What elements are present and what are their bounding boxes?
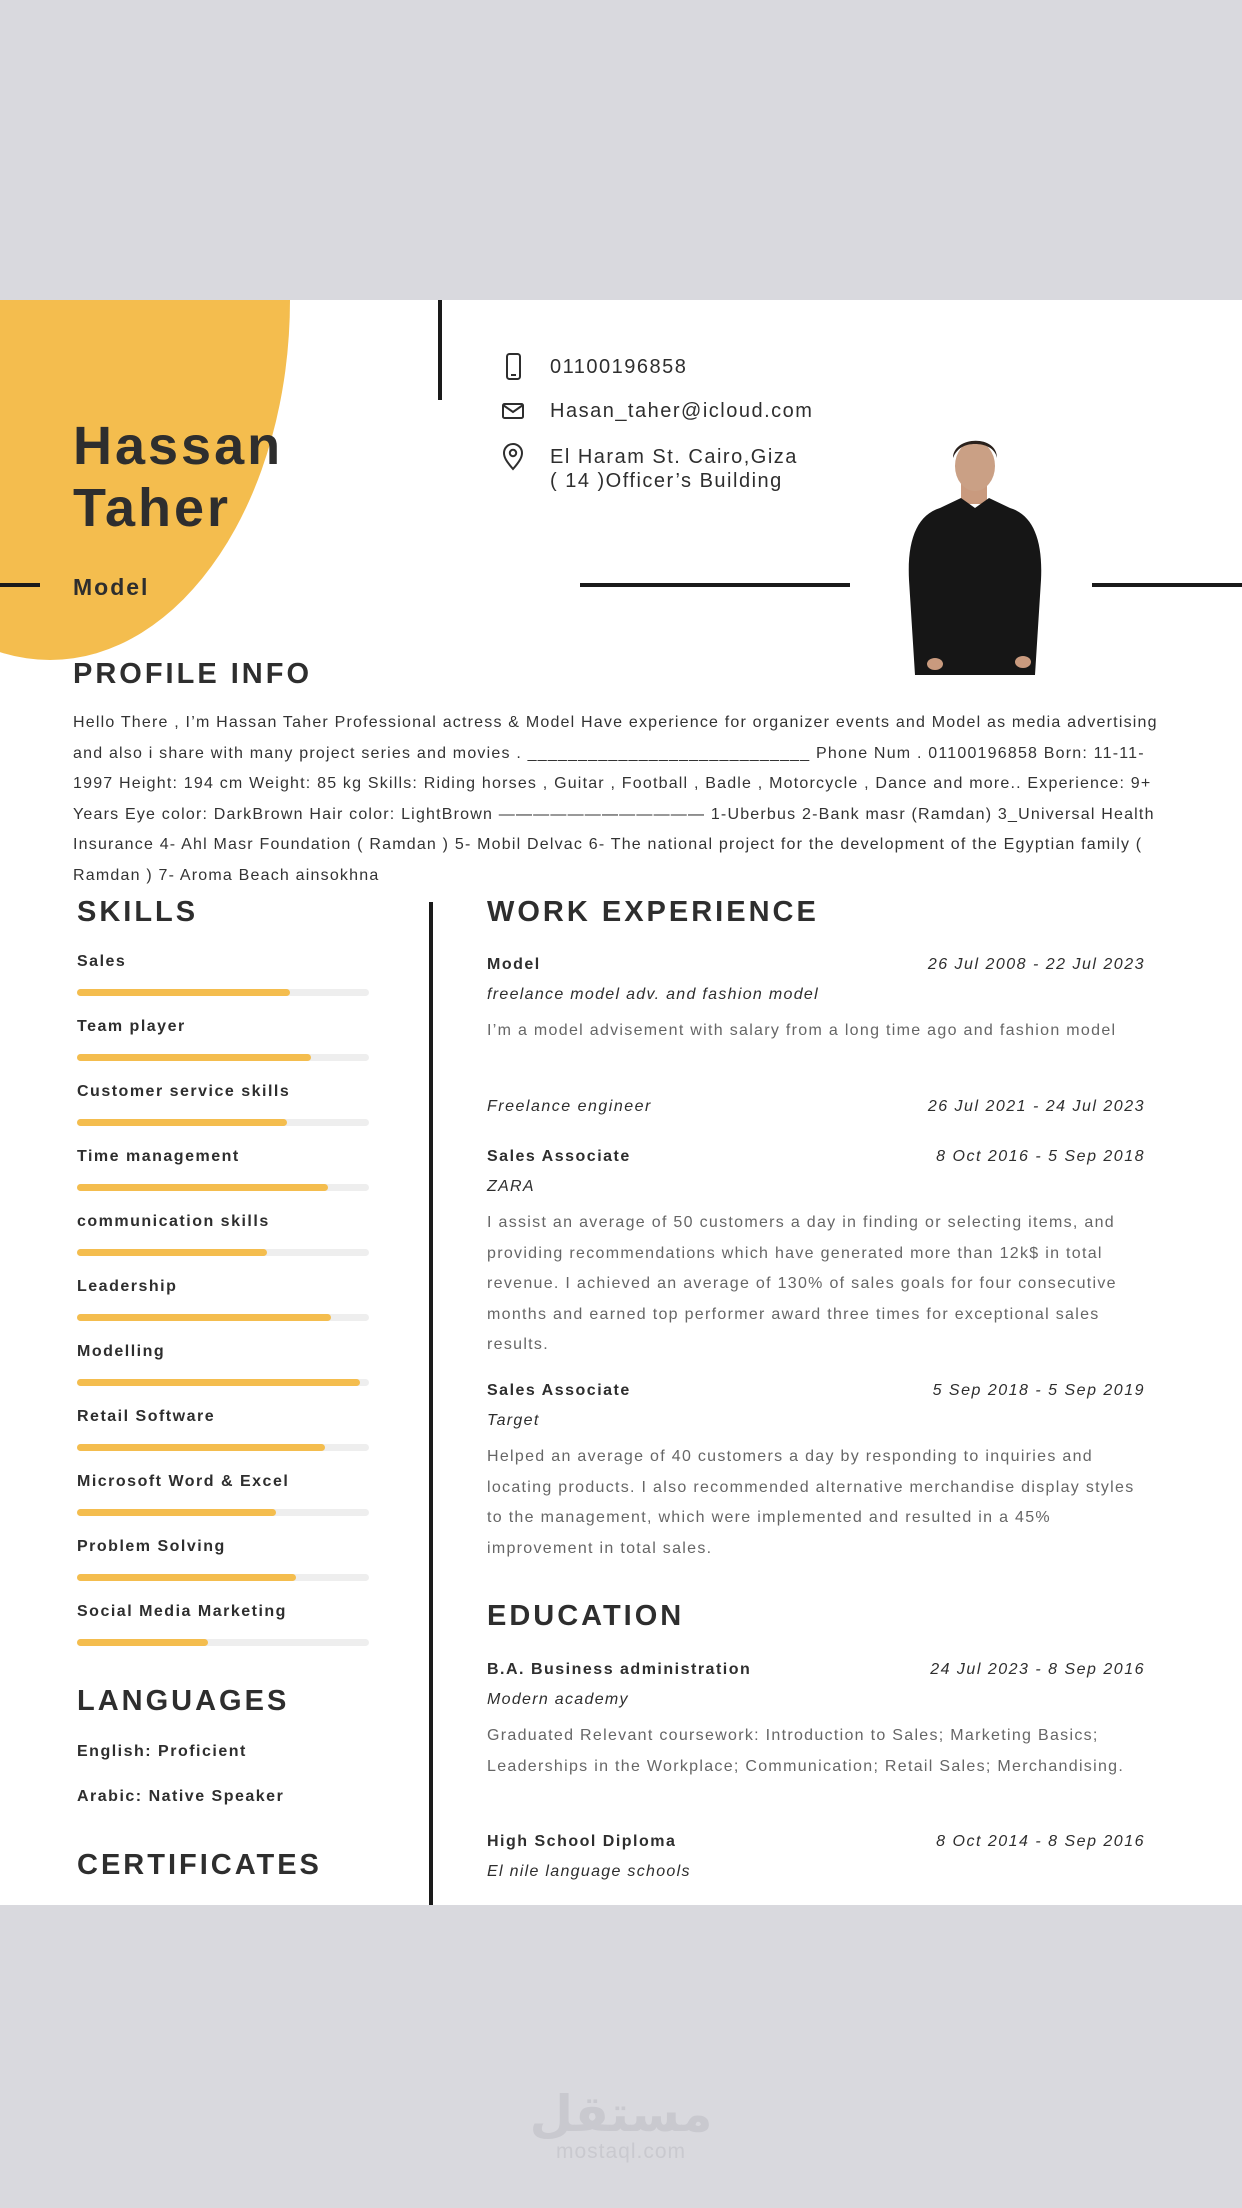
skill-item (77, 1603, 369, 1621)
skill-bar-fill (77, 1184, 328, 1191)
skill-bar (77, 1314, 369, 1321)
divider-middle (580, 583, 850, 587)
skill-bar-fill (77, 1314, 331, 1321)
address-line-2: ( 14 )Officer’s Building (550, 470, 783, 492)
skill-item (77, 1083, 369, 1101)
education-date: 24 Jul 2023 - 8 Sep 2016 (930, 1661, 1145, 1678)
skill-label: Team player (77, 1018, 186, 1035)
header-vertical-divider (438, 300, 442, 400)
watermark-domain: mostaql.com (555, 2140, 687, 2163)
work-date: 26 Jul 2021 - 24 Jul 2023 (927, 1098, 1145, 1115)
education-institution: Modern academy (487, 1691, 629, 1708)
candidate-name (73, 415, 283, 539)
skill-bar-fill (77, 989, 290, 996)
skill-bar (77, 1184, 369, 1191)
language-item: Arabic: Native Speaker (77, 1788, 285, 1805)
location-pin-icon (500, 442, 526, 472)
work-description: I’m a model advisement with salary from a long time ago and fashion model (487, 1022, 1117, 1039)
skill-bar-fill (77, 1054, 311, 1061)
work-date: 5 Sep 2018 - 5 Sep 2019 (932, 1382, 1145, 1399)
skill-bar (77, 1249, 369, 1256)
skill-item (77, 1473, 369, 1491)
skill-bar (77, 1054, 369, 1061)
column-divider (429, 902, 433, 1905)
first-name: Hassan (73, 416, 284, 476)
skill-item (77, 1278, 369, 1296)
resume-page (0, 300, 1242, 1905)
profile-photo (895, 430, 1055, 675)
skill-bar-fill (77, 1379, 360, 1386)
skill-label: Leadership (77, 1278, 178, 1295)
skill-bar-fill (77, 1639, 208, 1646)
profile-text: Hello There , I’m Hassan Taher Professional actress & Model Have experience for organizer events and Model as media advertising and also i share with many project series and movies . ____________________________ Phone Num . 01100196858 Born: 11-11-1997 Height: 194 cm Weight: 85 kg Skills: Riding horses , Guitar , Football , Badle , Motorcycle , Dance and more.. Experience: 9+ Years Eye color: DarkBrown Hair color: LightBrown ———————————— 1-Uberbus 2-Bank masr (Ramdan) 3_Universal Health Insurance 4- Ahl Masr Foundation ( Ramdan ) 5- Mobil Delvac 6- The national project for the development of the Egyptian family ( Ramdan ) 7- Aroma Beach ainsokhna (73, 714, 1158, 884)
skill-bar (77, 1444, 369, 1451)
skill-bar (77, 1574, 369, 1581)
work-title: Sales Associate (487, 1148, 631, 1165)
last-name: Taher (73, 478, 232, 538)
work-title: Freelance engineer (487, 1098, 652, 1115)
work-date: 26 Jul 2008 - 22 Jul 2023 (927, 956, 1145, 973)
work-organization: ZARA (487, 1178, 535, 1195)
education-date: 8 Oct 2014 - 8 Sep 2016 (936, 1833, 1145, 1850)
skill-label: Social Media Marketing (77, 1603, 287, 1620)
work-organization: freelance model adv. and fashion model (487, 986, 819, 1003)
certificates-heading: CERTIFICATES (77, 1849, 322, 1881)
skill-bar (77, 1119, 369, 1126)
skill-item (77, 1343, 369, 1361)
skill-label: communication skills (77, 1213, 270, 1230)
work-heading: WORK EXPERIENCE (487, 896, 819, 928)
divider-right (1092, 583, 1242, 587)
education-institution: El nile language schools (487, 1863, 691, 1880)
skill-bar-fill (77, 1249, 267, 1256)
skill-bar-fill (77, 1574, 296, 1581)
skill-item (77, 1538, 369, 1556)
watermark-logo: مستقل (529, 2086, 713, 2142)
divider-left (0, 583, 40, 587)
skill-label: Customer service skills (77, 1083, 291, 1100)
skill-label: Time management (77, 1148, 240, 1165)
skill-label: Microsoft Word & Excel (77, 1473, 290, 1490)
candidate-role: Model (73, 574, 150, 600)
work-organization: Target (487, 1412, 540, 1429)
work-description: Helped an average of 40 customers a day by responding to inquiries and locating products. I also recommended alternative merchandise display styles to the management, which were implemented and resulted in a 45% improvement in total sales. (487, 1448, 1135, 1557)
skill-bar-fill (77, 1509, 276, 1516)
skill-bar-fill (77, 1444, 325, 1451)
skill-bar (77, 1639, 369, 1646)
skill-item (77, 1408, 369, 1426)
address-line-1: El Haram St. Cairo,Giza (550, 446, 798, 468)
phone-icon (500, 352, 526, 382)
skill-label: Sales (77, 953, 127, 970)
skill-item (77, 1213, 369, 1231)
skill-item (77, 1018, 369, 1036)
language-item: English: Proficient (77, 1743, 247, 1760)
profile-heading: PROFILE INFO (73, 658, 312, 690)
languages-heading: LANGUAGES (77, 1685, 290, 1717)
education-title: High School Diploma (487, 1833, 677, 1850)
skill-item (77, 1148, 369, 1166)
skill-bar (77, 1509, 369, 1516)
skill-bar-fill (77, 1119, 287, 1126)
work-description: I assist an average of 50 customers a day in finding or selecting items, and providing recommendations which have generated more than 12k$ in total revenue. I achieved an average of 130% of sales goals for four consecutive months and earned top performer award three times for exceptional sales results. (487, 1214, 1117, 1353)
skill-bar (77, 989, 369, 996)
work-title: Sales Associate (487, 1382, 631, 1399)
skill-bar (77, 1379, 369, 1386)
work-date: 8 Oct 2016 - 5 Sep 2018 (936, 1148, 1145, 1165)
education-title: B.A. Business administration (487, 1661, 752, 1678)
skills-heading: SKILLS (77, 896, 199, 928)
mail-icon (500, 396, 526, 426)
skill-label: Problem Solving (77, 1538, 226, 1555)
work-title: Model (487, 956, 541, 973)
phone-number: 01100196858 (550, 356, 688, 378)
skill-label: Retail Software (77, 1408, 216, 1425)
skill-label: Modelling (77, 1343, 166, 1360)
email-address: Hasan_taher@icloud.com (550, 400, 814, 422)
education-heading: EDUCATION (487, 1600, 685, 1632)
skill-item (77, 953, 369, 971)
education-description: Graduated Relevant coursework: Introduction to Sales; Marketing Basics; Leaderships in the Workplace; Communication; Retail Sales; Merchandising. (487, 1727, 1125, 1775)
